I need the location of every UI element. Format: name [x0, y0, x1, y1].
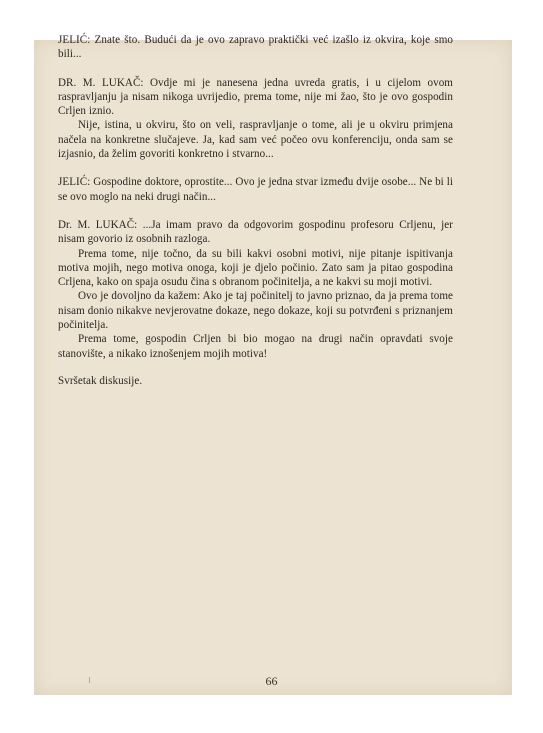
page-number: 66 — [265, 674, 278, 688]
paragraph-jelic-1: JELIĆ: Znate što. Budući da je ovo zapravo praktički već izašlo iz okvira, koje smo bili... — [58, 34, 453, 61]
paragraph-lukac-5: Ovo je dovoljno da kažem: Ako je taj počinitelj to javno priznao, da ja prema tome nisam donio nikakve nevjerovatne dokaze, nego dokaze, koji su potvrđeni s priznanjem počinitelja. — [58, 290, 453, 332]
paragraph-lukac-2: Nije, istina, u okviru, što on veli, raspravljanje o tome, ali je u okviru primjena načela na konkretne slučajeve. Ja, kad sam već počeo ovu konferenciju, onda sam se izjasnio, da želim govoriti konkretno i stvarno... — [58, 119, 453, 161]
paragraph-lukac-4: Prema tome, nije točno, da su bili kakvi osobni motivi, nije pitanje ispitivanja motiva mojih, nego motiva onoga, koji je djelo počinio. Zato sam ja pitao gospodina Crljena, kako on spaja osudu čina s obranom počinitelja, a ne kakvi su moji motivi. — [58, 247, 453, 289]
discussion-end: Svršetak diskusije. — [58, 374, 143, 387]
paragraph-jelic-2: JELIĆ: Gospodine doktore, oprostite... Ovo je jedna stvar između dvije osobe... Ne bi li se ovo moglo na neki drugi način... — [58, 176, 453, 203]
paragraph-lukac-6: Prema tome, gospodin Crljen bi bio mogao na drugi način opravdati svoje stanovište, a nikako iznošenjem mojih motiva! — [58, 333, 453, 360]
page-text — [58, 33, 453, 388]
paragraph-lukac-1: DR. M. LUKAČ: Ovdje mi je nanesena jedna uvreda gratis, i u cijelom ovom raspravljanju ja nisam nikoga uvrijedio, prema tome, nije mi žao, što je ovo gospodin Crljen iznio. — [58, 76, 453, 118]
paragraph-lukac-3: Dr. M. LUKAČ: ...Ja imam pravo da odgovorim gospodinu profesoru Crljenu, jer nisam govorio iz osobnih razloga. — [58, 218, 453, 246]
